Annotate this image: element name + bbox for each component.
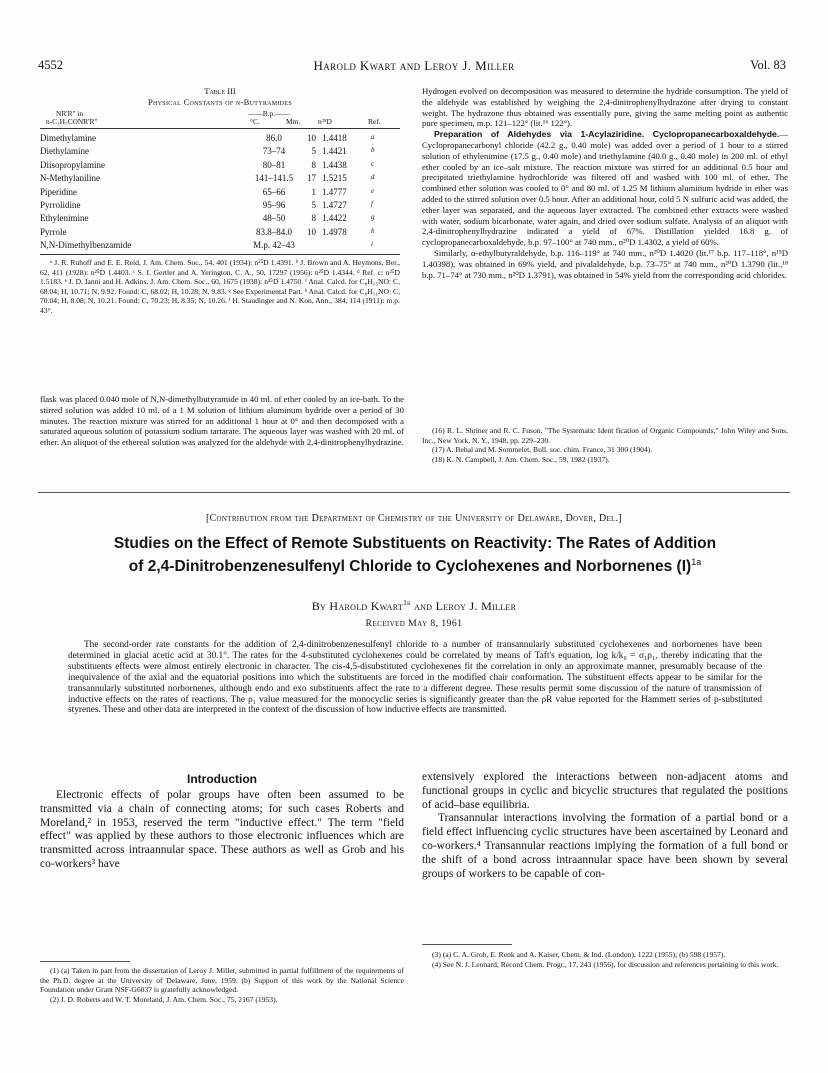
cell-ref: i bbox=[371, 240, 373, 249]
title-line-2 bbox=[40, 553, 790, 576]
footnote: (17) A. Behal and M. Sommelet, Bull. soc. chim. France, 31 300 (1904). bbox=[432, 445, 653, 455]
cell-compound: Pyrrolidine bbox=[40, 199, 81, 210]
cell-bp: M.p. 42–43 bbox=[253, 240, 295, 251]
table-row bbox=[40, 173, 400, 186]
contribution-line: [Contribution from the Department of Chemistry of the University of Delaware, Dover, Del.] bbox=[205, 513, 623, 524]
cell-mm: 10 bbox=[307, 226, 316, 237]
cell-refractive-index: 1.4418 bbox=[322, 133, 347, 143]
cell-bp: 65–66 bbox=[262, 186, 286, 197]
cell-ref: b bbox=[371, 146, 375, 155]
left-paragraph: flask was placed 0.040 mole of N,N-dimethylbutyramide in 40 ml. of ether cooled by an ice-bath. To the stirred solution was added 10 ml. of a 1 M solution of lithium aluminum hydride over a period of 30 minutes. The reaction mixture was stirred for an additional 1 hour at 0° and then decomposed with a saturated aqueous solution of potassium sodium tartarate. The aqueous layer was washed with 20 ml. of ether. An aliquot of the ethereal solution was analyzed for the aldehyde with 2,4-dinitrophenylhydrazine. bbox=[40, 394, 404, 448]
page-number: 4552 bbox=[38, 58, 63, 72]
cell-bp: 80–81 bbox=[262, 159, 286, 170]
introduction-left bbox=[40, 789, 404, 872]
cell-ref: a bbox=[371, 133, 375, 141]
table-row bbox=[40, 240, 400, 253]
cell-mm: 8 bbox=[311, 159, 316, 170]
cell-mm: 5 bbox=[311, 146, 316, 157]
abstract-text: The second-order rate constants for the addition of 2,4-dinitrobenzenesulfenyl chloride to a number of transannularly substituted cyclohexenes and norbornenes have been determined in glacial acetic acid at 30.1°. The rates for the 4-substituted cyclohexenes could be correlated by means of Taft's equation, log k/k₀ = σ₁ρ₁, thereby indicating that the substituents effects were almost entirely electronic in character. The cis-4,5-disubstituted cyclohexenes fit the correlation in only an approximate manner, presumably because of the inequivalence of the axial and the equatorial positions into which the substituents are forced in the modified chair conformation. The substituent effects appear to be similar for the transannularly substituted norbornenes, although endo and exo substituents affect the rate to a different degree. These results permit some discussion of the nature of transmission of inductive effects on the rates of reactions. The ρ₁ value measured for the monocyclic series is significantly greater than the ρR value reported for the Hammett series of p-substituted styrenes. These and other data are interpreted in the context of the discussion of how inductive effects are transmitted. bbox=[68, 640, 762, 716]
cell-bp: 73–74 bbox=[262, 146, 286, 157]
footnotes-right bbox=[422, 950, 788, 969]
table-row bbox=[40, 133, 400, 146]
cell-mm: 8 bbox=[311, 213, 316, 224]
table-row bbox=[40, 146, 400, 159]
header-mm: Mm. bbox=[286, 117, 301, 126]
cell-ref: f bbox=[371, 199, 373, 208]
title-line-2-text: of 2,4-Dinitrobenzenesulfenyl Chloride to Cyclohexenes and Norbornenes (I) bbox=[128, 558, 692, 576]
footnote: (3) (a) C. A. Grob, E. Renk and A. Kaiser, Chem. & Ind. (London), 1222 (1955); (b) 598 (1957). bbox=[432, 950, 726, 959]
cell-refractive-index: 1.4438 bbox=[322, 159, 347, 170]
cell-bp: 83.8–84.0 bbox=[256, 226, 292, 237]
cell-ref: d bbox=[371, 173, 375, 182]
intro-paragraph-1: Electronic effects of polar groups have often been assumed to be transmitted via a chain of connecting atoms; for such cases Roberts and Moreland,² in 1953, reserved the term "inductive effect." The term "field effect" was applied by these authors to those electronic influences which are transmitted across intraannular space. These authors as well as Grob and his co-workers³ have bbox=[40, 789, 404, 870]
cell-ref: h bbox=[371, 226, 375, 235]
cell-bp: 48–50 bbox=[262, 213, 286, 224]
cell-compound: Pyrrole bbox=[40, 226, 67, 237]
cell-bp: 95–96 bbox=[262, 199, 286, 210]
cell-ref: c bbox=[371, 159, 375, 168]
intro-paragraph-2: Transannular interactions involving the formation of a partial bond or a field effect influencing cyclic structures have been ascertained by Leonard and co-workers.⁴ Transannular reactions implying the formation of a full bond or the shift of a bond across intraannular space have been shown by several groups of workers to be capable of con- bbox=[422, 812, 788, 880]
right-paragraph-2 bbox=[422, 129, 788, 248]
footnote-rule-left bbox=[40, 961, 130, 962]
cell-refractive-index: 1.4421 bbox=[322, 146, 347, 157]
header-ref: Ref. bbox=[368, 117, 381, 126]
cell-refractive-index: 1.4978 bbox=[322, 226, 347, 237]
right-column-text bbox=[422, 86, 788, 280]
cell-mm: 10 bbox=[307, 133, 316, 143]
cell-compound: Diethylamine bbox=[40, 146, 89, 157]
byline-second-author: and Leroy J. Miller bbox=[410, 599, 517, 613]
footnote: (1) (a) Taken in part from the dissertation of Leroy J. Miller, submitted in partial fulfillment of the requirements of the Ph.D. degree at the University of Delaware, June, 1959. (b) Support of this work by the National Science Foundation under Grant NSF-G6037 is gratefully acknowledged. bbox=[40, 966, 404, 995]
running-head-authors: Harold Kwart and Leroy J. Miller bbox=[313, 58, 515, 73]
cell-bp: 141–141.5 bbox=[254, 173, 294, 184]
footnote-rule-right bbox=[422, 944, 512, 945]
table-row bbox=[40, 187, 400, 200]
cell-bp: 86.0 bbox=[266, 133, 282, 143]
header-celsius: °C. bbox=[250, 117, 260, 126]
table-row bbox=[40, 213, 400, 226]
cell-refractive-index: 1.5215 bbox=[322, 173, 347, 184]
title-line-1: Studies on the Effect of Remote Substituents on Reactivity: The Rates of Addition bbox=[113, 535, 717, 552]
table-title: Physical Constants of n-Butyramides bbox=[148, 97, 292, 107]
right-paragraph-2-text: —Cyclopropanecarbonyl chloride (42.2 g., 0.40 mole) was added over a period of 1 hour to a stirred solution of ethylenimine (17.5 g., 0.40 mole) and triethylamine (40.0 g., 0.40 mole) in 200 ml. of ethyl ether cooled by an ice–salt mixture. The reaction mixture was stirred for an additional 0.5 hour and precipitated triethylamine hydrochloride was filtered off and washed with 100 ml. of ether. The combined ether solution was cooled to 0° and 80 ml. of 1.25 M lithium aluminum hydride in ether was added to the stirred solution over 0.5 hour. After an additional hour, cold 5 N sulfuric acid was added, the ether layer was separated, and the aqueous layer extracted. The combined ether extracts were washed with water, sodium bicarbonate, water again, and dried over sodium sulfate. Analysis of an aliquot with 2,4-dinitrophenylhydrazine indicated a yield of 67%. Distillation yielded 16.8 g. of cyclopropanecarboxaldehyde, b.p. 97–100° at 740 mm., n²⁰D 1.4302, a yield of 60%. bbox=[422, 129, 788, 248]
table-label: Table III bbox=[204, 86, 236, 96]
received-date: Received May 8, 1961 bbox=[365, 618, 463, 629]
abstract bbox=[68, 640, 762, 716]
cell-compound: N-Methylaniline bbox=[40, 173, 100, 184]
table-row bbox=[40, 227, 400, 240]
article-title bbox=[40, 534, 790, 576]
cell-compound: Diisopropylamine bbox=[40, 159, 105, 170]
cell-mm: 1 bbox=[311, 186, 316, 197]
cell-refractive-index: 1.4422 bbox=[322, 213, 347, 224]
cell-ref: e bbox=[371, 186, 375, 195]
table-footnotes bbox=[40, 258, 400, 316]
header-bp: ——B.p.—— bbox=[248, 109, 290, 118]
right-footnotes bbox=[422, 426, 788, 464]
article-separator bbox=[38, 492, 790, 493]
cell-ref: g bbox=[371, 213, 375, 222]
cell-refractive-index: 1.4777 bbox=[322, 186, 347, 197]
byline-footnote-mark: 1b bbox=[403, 598, 411, 607]
title-footnote-mark: 1a bbox=[691, 557, 702, 567]
footnote: (4) See N. J. Leonard, Record Chem. Progr., 17, 243 (1956), for discussion and references pertaining to this work. bbox=[432, 959, 779, 969]
table-row bbox=[40, 200, 400, 213]
table-caption bbox=[40, 86, 400, 108]
cell-compound: Dimethylamine bbox=[40, 133, 96, 143]
byline-first-author: By Harold Kwart bbox=[311, 599, 404, 613]
cell-compound: Ethylenimine bbox=[40, 213, 89, 224]
cell-mm: 17 bbox=[307, 173, 316, 184]
introduction-right bbox=[422, 771, 788, 881]
byline bbox=[0, 598, 828, 614]
header-nr-formula: n-C₃H₇CONR'R" bbox=[46, 117, 98, 126]
header-nr: NR'R" in bbox=[56, 109, 84, 118]
intro-paragraph-1-cont: extensively explored the interactions between non-adjacent atoms and functional groups in cyclic and bicyclic structures that regulated the positions of acid–base equilibria. bbox=[422, 771, 788, 811]
cell-compound: N,N-Dimethylbenzamide bbox=[40, 240, 132, 251]
table-body bbox=[40, 133, 400, 254]
table-rule bbox=[40, 128, 400, 129]
cell-refractive-index: 1.4727 bbox=[322, 199, 347, 210]
footnote: (16) R. L. Shriner and R. C. Fuson, "The Systematic Ident fication of Organic Compounds," John Wiley and Sons, Inc., New York, N. Y., 1948, pp. 229–230. bbox=[422, 426, 788, 445]
table-bottom-rule bbox=[40, 254, 400, 255]
right-paragraph-3: Similarly, α-ethylbutyraldehyde, b.p. 116–119° at 740 mm., n²⁰D 1.4020 (lit.¹⁷ b.p. 117–118°, n¹⁵D 1.40398), was obtained in 69% yield, and pivalaldehyde, b.p. 73–75° at 740 mm., n²⁰D 1.3790 (lit.,¹⁸ b.p. 71–74° at 730 mm., n²⁰D 1.3791), was obtained in 54% yield from the corresponding acid chlorides. bbox=[422, 247, 788, 280]
table-notes-text: ᵃ J. R. Ruhoff and E. E. Reid, J. Am. Chem. Soc., 54, 401 (1934): n²⁵D 1.4391. ᵇ J. Brown and A. Heymons, Ber., 62, 411 (1928): n²⁵D 1.4403. ᶜ S. I. Gertler and A. Yerington, C. A., 50, 17297 (1956): n²⁵D 1.4344. ᵈ Ref. c: n²⁵D 1.5183. ᵉ J. D. Ianni and H. Adkins, J. Am. Chem. Soc., 60, 1675 (1938): n²⁵D 1.4750. ᶠ Anal. Calcd. for C₈H₁₅NO: C, 68.04; H, 10.71; N, 9.92. Found: C, 68.02; H, 10.28; N, 9.83. ᵍ See Experimental Part. ʰ Anal. Calcd. for C₈H₁₁NO: C, 70.04; H, 8.08; N, 10.21. Found: C, 70.23; H, 8.35; N, 10.26. ⁱ H. Staudinger and N. Kon, Ann., 384, 114 (1911): m.p. 43°. bbox=[40, 258, 400, 315]
cell-compound: Piperidine bbox=[40, 186, 77, 197]
left-column-text bbox=[40, 394, 404, 448]
section-heading-aldehydes: Preparation of Aldehydes via 1-Acylaziridine. Cyclopropanecarboxaldehyde. bbox=[434, 129, 780, 140]
header-refractive-index: n²⁵D bbox=[318, 117, 332, 126]
volume-label: Vol. 83 bbox=[750, 58, 786, 72]
footnote: (2) J. D. Roberts and W. T. Moreland, J. Am. Chem. Soc., 75, 2167 (1953). bbox=[50, 994, 278, 1004]
table-row bbox=[40, 160, 400, 173]
cell-mm: 5 bbox=[311, 199, 316, 210]
introduction-heading: Introduction bbox=[187, 772, 257, 786]
right-paragraph-1: Hydrogen evolved on decomposition was measured to determine the hydride consumption. The yield of the aldehyde was established by weighing the 2,4-dinitrophenylhydrazone after drying to constant weight. The hydrazone thus obtained was essentially pure, giving the same melting point as authentic pure specimen, m.p. 121–122° (lit.¹⁶ 122°). bbox=[422, 86, 788, 129]
footnotes-left bbox=[40, 966, 404, 1004]
footnote: (18) K. N. Campbell, J. Am. Chem. Soc., 59, 1982 (1937). bbox=[432, 454, 610, 464]
